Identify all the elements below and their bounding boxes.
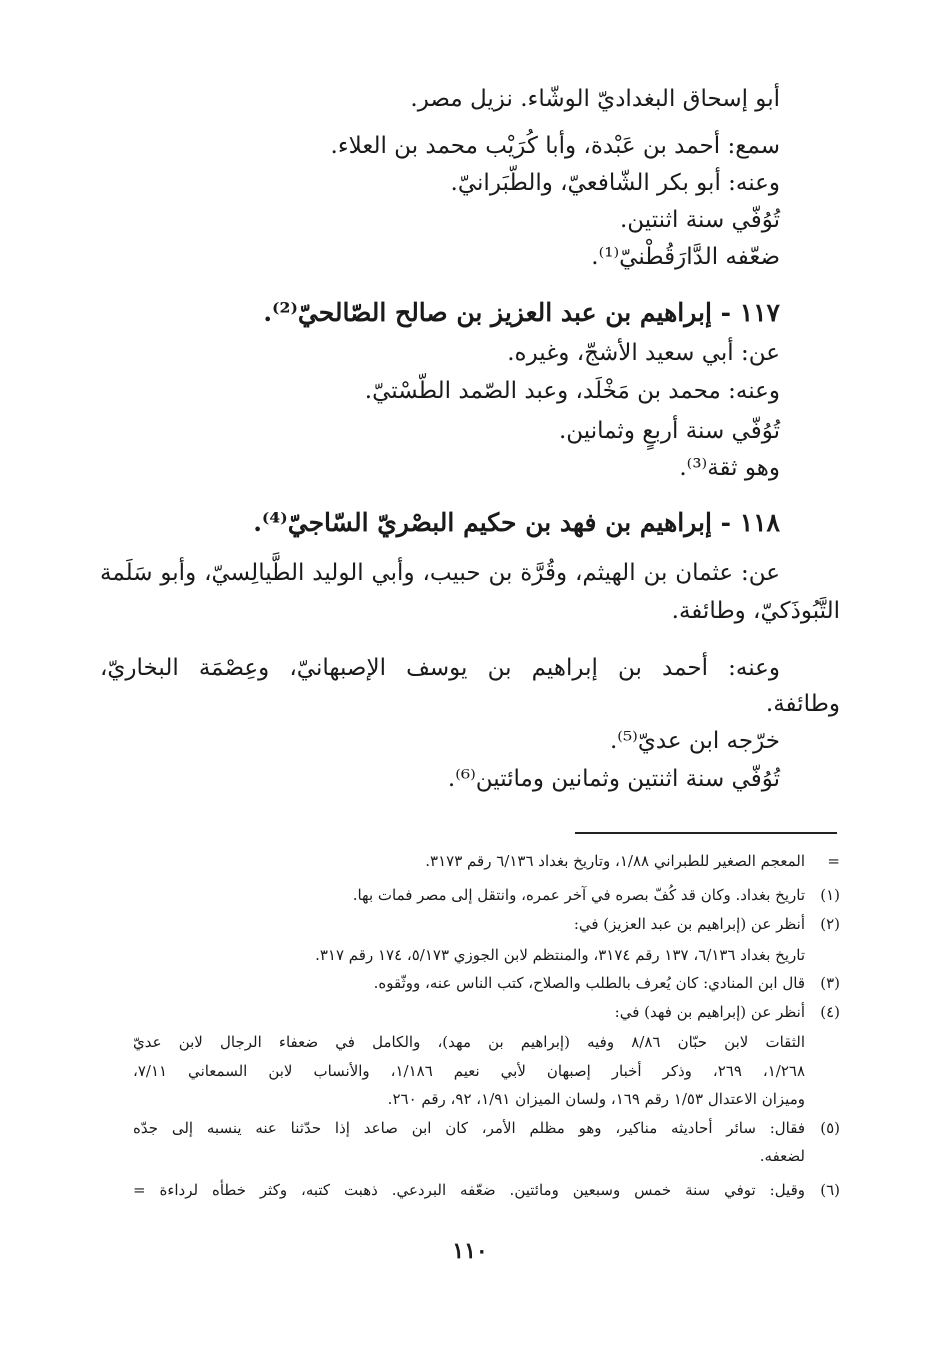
footnote-text: أنظر عن (إبراهيم بن فهد) في: xyxy=(614,1003,805,1021)
biography-line: وعنه: محمد بن مَخْلَد، وعبد الصّمد الطّسْتيّ. xyxy=(364,378,780,404)
biography-line: وطائفة. xyxy=(765,691,840,717)
biography-line: عن: عثمان بن الهيثم، وقُرَّة بن حبيب، وأبي الوليد الطَّيالِسيّ، وأبو سَلَمة xyxy=(100,560,780,586)
footnote-text: أنظر عن (إبراهيم بن عبد العزيز) في: xyxy=(573,915,805,933)
biography-line: تُوُفّي سنة أربعٍ وثمانين. xyxy=(558,418,780,444)
biography-line: التَّبُوذَكيّ، وطائفة. xyxy=(671,598,840,624)
entry-heading-118: ١١٨ - إبراهيم بن فهد بن حكيم البصْريّ السّاجيّ⁽⁴⁾. xyxy=(253,508,780,537)
footnote-number: (٥) xyxy=(820,1119,840,1137)
biography-line: وهو ثقة⁽³⁾. xyxy=(679,455,780,481)
footnote-text: وقيل: توفي سنة خمس وسبعين ومائتين. ضعّفه البردعي. ذهبت كتبه، وكثر خطأه لرداءة = xyxy=(133,1181,805,1199)
biography-line: تُوُفّي سنة اثنتين وثمانين ومائتين⁽⁶⁾. xyxy=(447,766,780,792)
entry-heading-117: ١١٧ - إبراهيم بن عبد العزيز بن صالح الصّالحيّ⁽²⁾. xyxy=(263,298,780,327)
footnote-number: (٣) xyxy=(820,974,840,992)
footnote-text: ١/٢٦٨، ٢٦٩، وذكر أخبار إصبهان لأبي نعيم ١/١٨٦، والأنساب لابن السمعاني ٧/١١، xyxy=(133,1062,806,1080)
footnote-continuation-mark: = xyxy=(827,852,840,870)
biography-line: ضعّفه الدَّارَقُطْنيّ⁽¹⁾. xyxy=(591,244,780,270)
footnote-text: الثقات لابن حبّان ٨/٨٦ وفيه (إبراهيم بن مهد)، والكامل في ضعفاء الرجال لابن عديّ xyxy=(133,1033,805,1051)
biography-line: خرّجه ابن عديّ⁽⁵⁾. xyxy=(609,728,780,754)
biography-line: عن: أبي سعيد الأشجّ، وغيره. xyxy=(507,340,780,366)
footnote-text: لضعفه. xyxy=(759,1147,805,1165)
footnote-text: فقال: سائر أحاديثه مناكير، وهو مظلم الأمر، كان ابن صاعد إذا حدّثنا عنه ينسبه إلى جدّه xyxy=(133,1119,805,1137)
footnote-text: قال ابن المنادي: كان يُعرف بالطلب والصلاح، كتب الناس عنه، ووثّقوه. xyxy=(373,974,805,992)
biography-line: تُوُفّي سنة اثنتين. xyxy=(619,207,780,233)
biography-line: وعنه: أبو بكر الشّافعيّ، والطّبَرانيّ. xyxy=(450,170,780,196)
footnote-separator xyxy=(575,832,837,834)
footnote-text: تاريخ بغداد ٦/١٣٦، ١٣٧ رقم ٣١٧٤، والمنتظم لابن الجوزي ٥/١٧٣، ١٧٤ رقم ٣١٧. xyxy=(315,946,805,964)
biography-line: أبو إسحاق البغداديّ الوشّاء. نزيل مصر. xyxy=(410,86,780,112)
footnote-number: (٢) xyxy=(820,915,840,933)
page-number: ١١٠ xyxy=(452,1238,488,1264)
biography-line: وعنه: أحمد بن إبراهيم بن يوسف الإصبهانيّ، وعِصْمَة البخاريّ، xyxy=(100,655,780,681)
biography-line: سمع: أحمد بن عَبْدة، وأبا كُرَيْب محمد بن العلاء. xyxy=(330,133,780,159)
footnote-number: (٤) xyxy=(820,1003,840,1021)
footnote-number: (٦) xyxy=(820,1181,840,1199)
footnote-text: تاريخ بغداد. وكان قد كُفّ بصره في آخر عمره، وانتقل إلى مصر فمات بها. xyxy=(352,886,805,904)
footnote-number: (١) xyxy=(820,886,840,904)
footnote-text: المعجم الصغير للطبراني ١/٨٨، وتاريخ بغداد ٦/١٣٦ رقم ٣١٧٣. xyxy=(425,852,805,870)
footnote-text: وميزان الاعتدال ١/٥٣ رقم ١٦٩، ولسان الميزان ١/٩١، ٩٢، رقم ٢٦٠. xyxy=(387,1090,805,1108)
